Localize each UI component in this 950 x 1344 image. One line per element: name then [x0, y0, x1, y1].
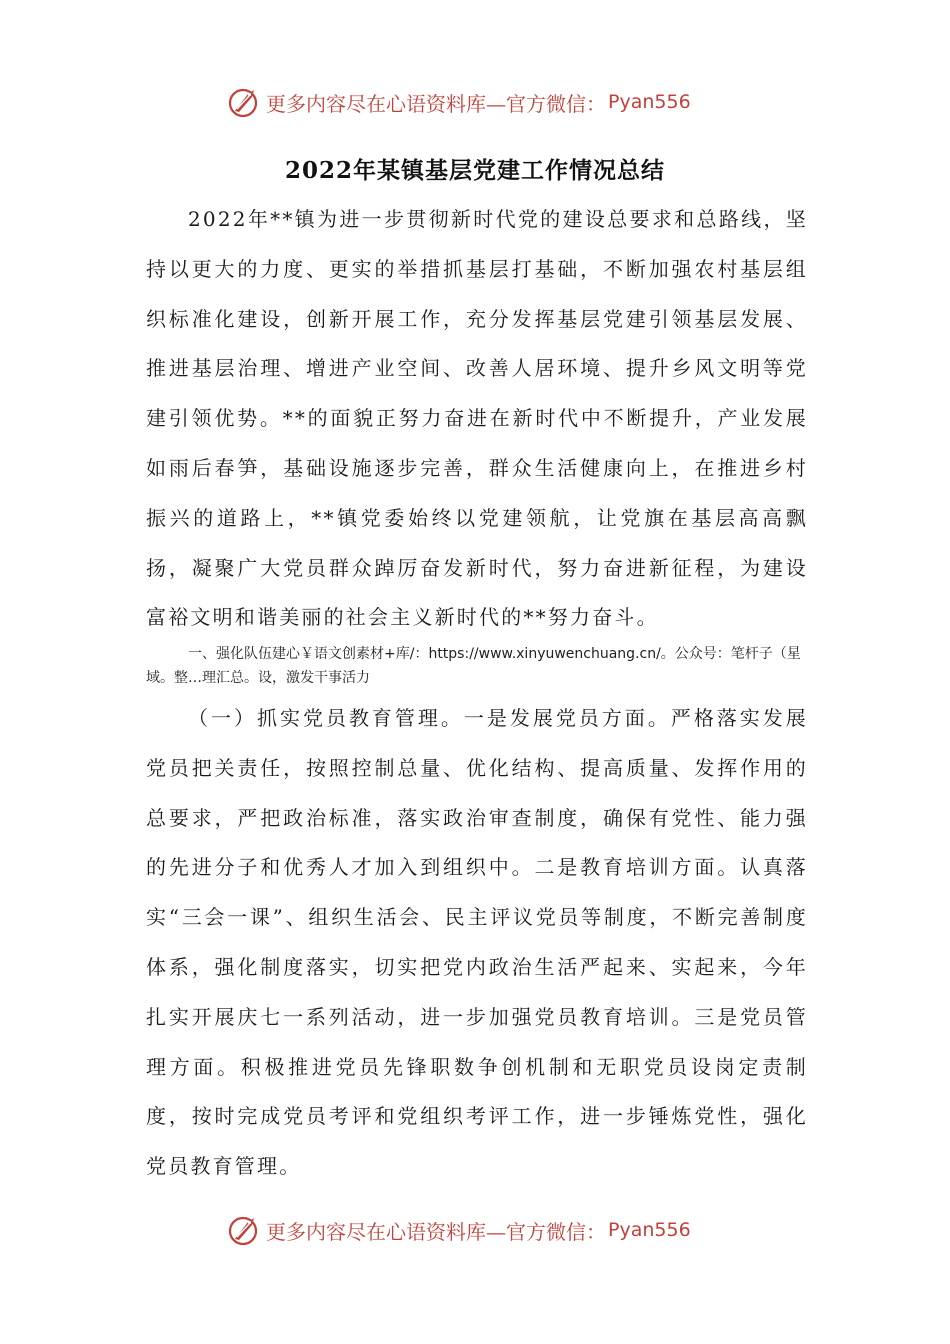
- paragraph-party-education: （一）抓实党员教育管理。一是发展党员方面。严格落实发展党员把关责任，按照控制总量、优化结构、提高质量、发挥作用的总要求，严把政治标准，落实政治审查制度，确保有党性、能力强的先进分子和优秀人才加入到组织中。二是教育培训方面。认真落实“三会一课”、组织生活会、民主评议党员等制度，不断完善制度体系，强化制度落实，切实把党内政治生活严起来、实起来，今年扎实开展庆七一系列活动，进一步加强党员教育培训。三是党员管理方面。积极推进党员先锋职数争创机制和无职党员设岗定责制度，按时完成党员考评和党组织考评工作，进一步锤炼党性，强化党员教育管理。: [146, 706, 808, 1179]
- document-title: 2022年某镇基层党建工作情况总结: [284, 157, 665, 184]
- footer-watermark-banner: [226, 1210, 746, 1250]
- paragraph-intro: 2022年**镇为进一步贯彻新时代党的建设总要求和总路线，坚持以更大的力度、更实的举措抓基层打基础，不断加强农村基层组织标准化建设，创新开展工作，充分发挥基层党建引领基层发展、推进基层治理、增进产业空间、改善人居环境、提升乡风文明等党建引领优势。**的面貌正努力奋进在新时代中不断提升，产业发展如雨后春笋，基础设施逐步完善，群众生活健康向上，在推进乡村振兴的道路上，**镇党委始终以党建领航，让党旗在基层高高飘扬，凝聚广大党员群众踔厉奋发新时代，努力奋进新征程，为建设富裕文明和谐美丽的社会主义新时代的**努力奋斗。: [146, 207, 808, 630]
- pen-nib-logo-icon: [226, 84, 262, 120]
- header-watermark-banner: [226, 82, 746, 122]
- section-heading-note: 一、强化队伍建心￥语文创素材+库/：https://www.xinyuwenchuang.cn/。公众号：笔杆子（星域。整…理汇总。设，激发干事活力: [146, 646, 801, 686]
- banner-wechat-id: Pyan556: [608, 91, 691, 113]
- banner-wechat-id: Pyan556: [608, 1219, 691, 1241]
- banner-text: 更多内容尽在心语资料库—官方微信：: [266, 91, 606, 116]
- pen-nib-logo-icon: [226, 1212, 262, 1248]
- banner-text: 更多内容尽在心语资料库—官方微信：: [266, 1219, 606, 1244]
